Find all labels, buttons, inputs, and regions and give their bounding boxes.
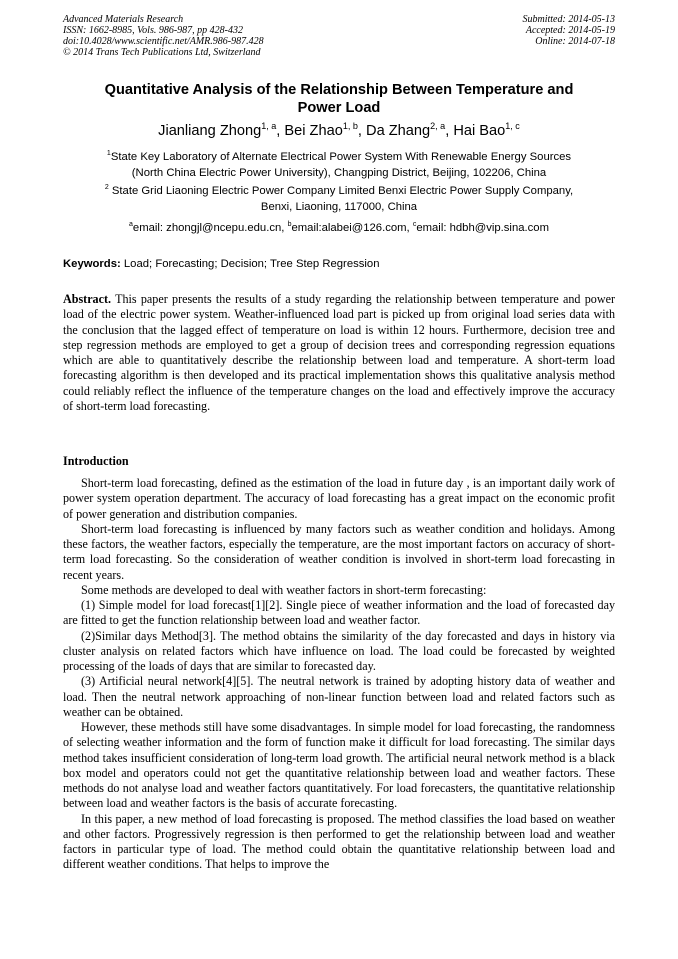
- paper-title: [70, 81, 608, 117]
- journal-header-right: [523, 14, 616, 47]
- body-paragraph: Some methods are developed to deal with weather factors in short-term forecasting:: [81, 582, 487, 597]
- body-paragraph: Short-term load forecasting, defined as the estimation of the load in future day , is an important daily work of power system operation department. The accuracy of load forecasting has a great impact on the economic profit of power generation and distribution companies.: [63, 476, 615, 521]
- keywords: [63, 256, 615, 272]
- body-paragraph: (2)Similar days Method[3]. The method obtains the similarity of the day forecasted and days in history via cluster analysis on related factors which have influence on load. The load could be forecasted by weighted processing of the loads of days that are similar to forecasted day.: [63, 628, 615, 673]
- author-superscript: 1, c: [505, 121, 520, 132]
- accepted-date: Accepted: 2014-05-19: [525, 25, 615, 36]
- introduction-body: [63, 476, 615, 873]
- author-name: Hai Bao: [453, 123, 506, 139]
- author-name: Da Zhang: [366, 123, 431, 139]
- online-date: Online: 2014-07-18: [535, 36, 615, 47]
- abstract-text: This paper presents the results of a study regarding the relationship between temperature and power load of the electric power system. Weather-influenced load part is picked up from original load series data with the conclusion that the lagged effect of temperature on load is within 12 hours. Furthermore, decision tree and step regression methods are employed to get a group of decision trees and corresponding regression equations which are able to quantitatively describe the relationship between load and temperature. A short-term load forecasting algorithm is then developed and its practical implementation shows this qualitative analysis method could reliably reflect the influence of the temperature changes on the load and effectively improve the accuracy of short-term load forecasting.: [63, 292, 615, 413]
- submitted-date: Submitted: 2014-05-13: [522, 14, 615, 25]
- author-name: Bei Zhao: [284, 123, 343, 139]
- abstract: [63, 292, 615, 414]
- paper-title-line-1: Quantitative Analysis of the Relationship Between Temperature and: [104, 82, 574, 98]
- author-superscript: 2, a: [430, 121, 446, 132]
- paper-title-line-2: Power Load: [297, 100, 381, 116]
- affiliation-line: (North China Electric Power University), Changping District, Beijing, 102206, China: [131, 167, 547, 179]
- affiliation-1: [63, 149, 615, 181]
- author-list: [63, 122, 615, 140]
- author-emails: [63, 220, 615, 236]
- affiliation-2: [63, 183, 615, 215]
- email-superscript: a: [129, 221, 133, 229]
- body-paragraph: However, these methods still have some disadvantages. In simple model for load forecasting, the randomness of selecting weather information and the form of function make it difficult for load forecasting. The similar days method takes insufficient consideration of long-term load growth. The artificial neural network method is a black box model and operators could not get the quantitative relationship between load and weather factors. These methods do not analyse load and weather factors quantitatively. For load forecasters, the quantitative relationship between load and weather factors is the basis of accurate forecasting.: [63, 720, 615, 811]
- affiliation-line: State Key Laboratory of Alternate Electrical Power System With Renewable Energy Sources: [110, 151, 572, 163]
- journal-doi: doi:10.4028/www.scientific.net/AMR.986-987.428: [63, 36, 264, 47]
- author-name: Jianliang Zhong: [158, 123, 262, 139]
- email-entry: email:alabei@126.com,: [291, 222, 413, 234]
- author-superscript: 1, a: [261, 121, 277, 132]
- email-superscript: b: [287, 221, 292, 229]
- abstract-label: Abstract.: [63, 292, 112, 306]
- email-entry: email: zhongjl@ncepu.edu.cn,: [132, 222, 288, 234]
- affiliation-superscript: 2: [104, 184, 109, 192]
- keywords-label: Keywords:: [63, 258, 121, 270]
- email-superscript: c: [412, 221, 417, 229]
- body-paragraph: Short-term load forecasting is influenced by many factors such as weather condition and holidays. Among these factors, the weather factors, especially the temperature, are the most important factors on accuracy of short-term load forecasting. So the consideration of weather condition is involved in short-term load forecasting in recent years.: [63, 521, 615, 582]
- author-superscript: 1, b: [342, 121, 358, 132]
- keywords-text: Load; Forecasting; Decision; Tree Step Regression: [120, 258, 380, 270]
- body-paragraph: (1) Simple model for load forecast[1][2]. Single piece of weather information and the load of forecasted day are fitted to get the function relationship between load and weather factor.: [63, 598, 615, 628]
- affiliation-line: State Grid Liaoning Electric Power Company Limited Benxi Electric Power Supply Company,: [108, 185, 574, 197]
- author-separator: ,: [357, 123, 367, 139]
- journal-name: Advanced Materials Research: [63, 14, 184, 25]
- affiliation-superscript: 1: [106, 150, 111, 158]
- author-separator: ,: [445, 123, 454, 139]
- section-heading-introduction: Introduction: [63, 454, 129, 468]
- journal-header-left: [63, 14, 264, 58]
- affiliation-line: Benxi, Liaoning, 117000, China: [260, 201, 418, 213]
- journal-copyright: © 2014 Trans Tech Publications Ltd, Switzerland: [63, 47, 261, 58]
- body-paragraph: (3) Artificial neural network[4][5]. The neutral network is trained by adopting history data of weather and load. Then the neutral network approaching of non-linear function between load and related factors such as weather can be obtained.: [63, 674, 615, 719]
- email-entry: email: hdbh@vip.sina.com: [416, 222, 549, 234]
- body-paragraph: In this paper, a new method of load forecasting is proposed. The method classifies the load based on weather and other factors. Progressively regression is then performed to get the relationship between load and weather factors in particular type of load. The method could obtain the quantitative relationship between load and different weather conditions. That helps to improve the: [63, 811, 615, 872]
- author-separator: ,: [276, 123, 285, 139]
- journal-issn: ISSN: 1662-8985, Vols. 986-987, pp 428-432: [63, 25, 243, 36]
